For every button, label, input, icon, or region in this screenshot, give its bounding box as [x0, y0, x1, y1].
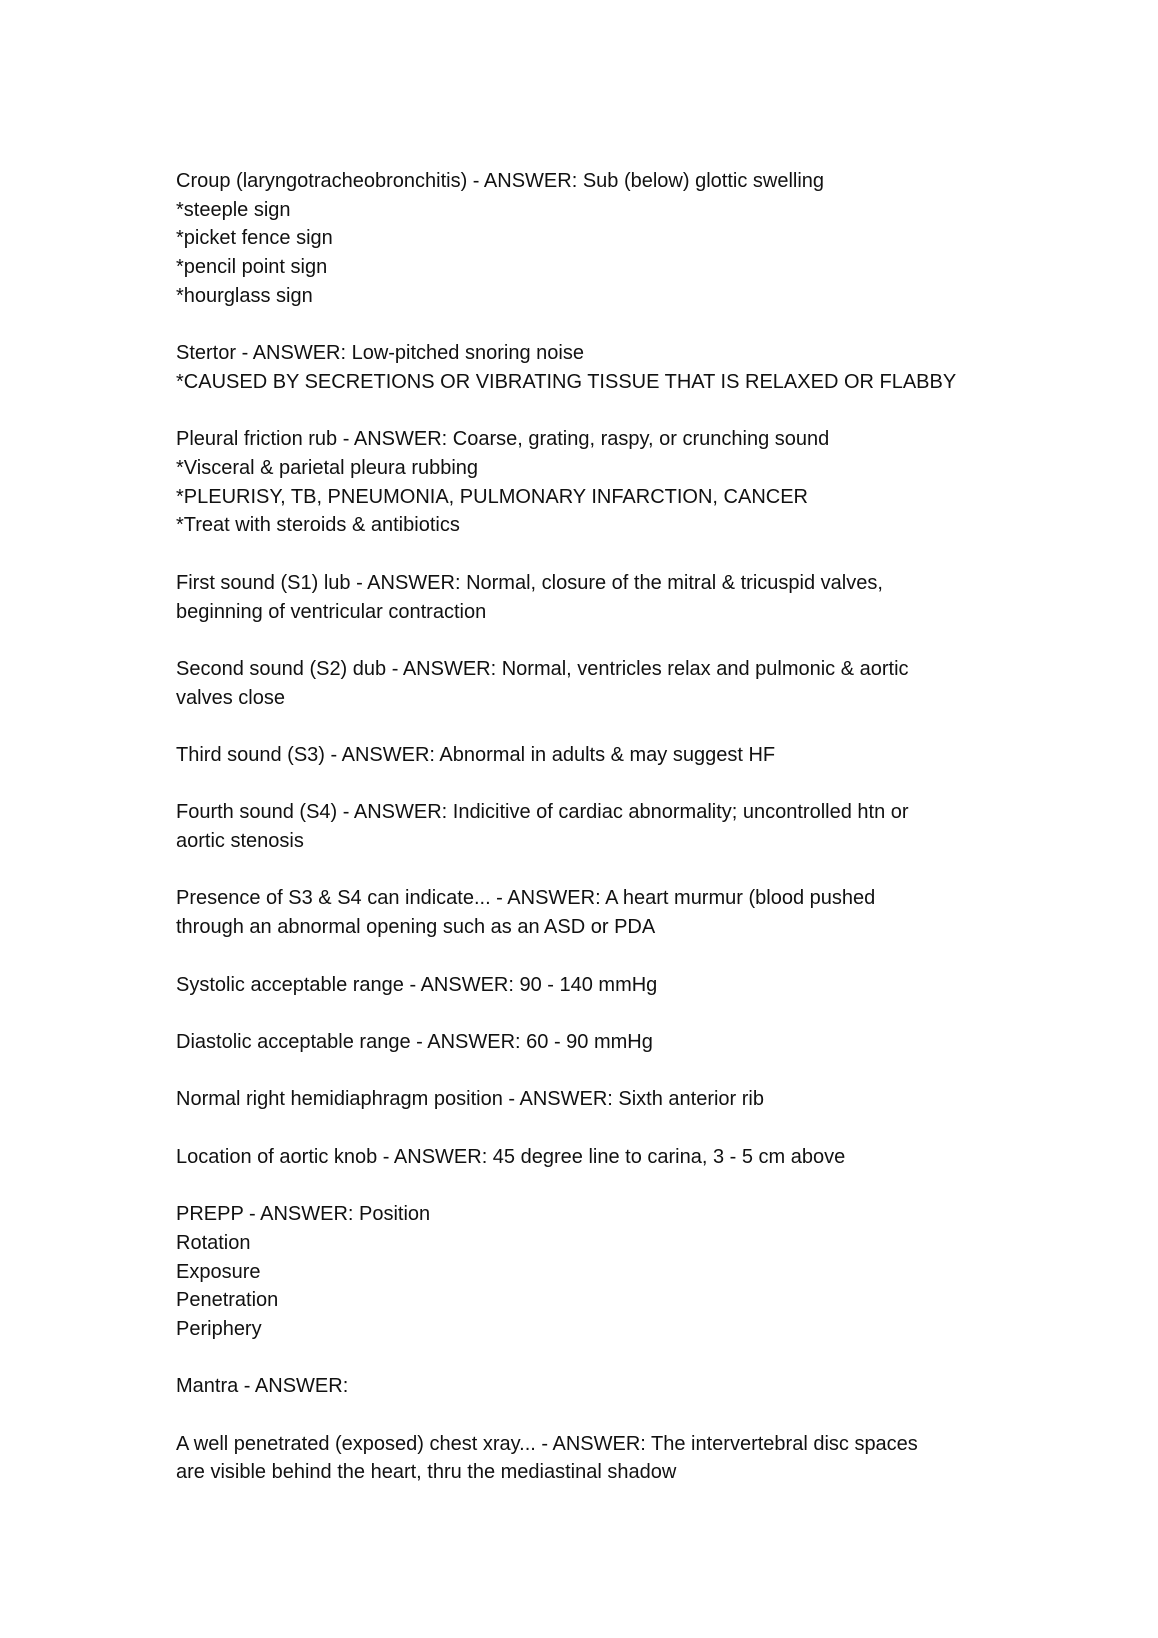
text-line: Stertor - ANSWER: Low-pitched snoring noise [176, 342, 584, 365]
document-body [176, 167, 986, 1516]
entry-systolic-range [176, 971, 986, 1000]
entry-prepp [176, 1200, 986, 1344]
text-line: *steeple sign [176, 198, 291, 221]
entry-well-penetrated-xray [176, 1430, 986, 1487]
text-line: aortic stenosis [176, 830, 304, 853]
text-line: *Treat with steroids & antibiotics [176, 514, 460, 537]
text-line: Normal right hemidiaphragm position - ANSWER: Sixth anterior rib [176, 1088, 764, 1111]
text-line: *PLEURISY, TB, PNEUMONIA, PULMONARY INFARCTION, CANCER [176, 485, 808, 508]
entry-second-sound [176, 655, 986, 712]
entry-third-sound [176, 741, 986, 770]
text-line: Systolic acceptable range - ANSWER: 90 - 140 mmHg [176, 973, 658, 996]
text-line: *Visceral & parietal pleura rubbing [176, 457, 479, 479]
text-line: First sound (S1) lub - ANSWER: Normal, closure of the mitral & tricuspid valves, [176, 571, 883, 594]
entry-first-sound [176, 569, 986, 626]
text-line: Diastolic acceptable range - ANSWER: 60 - 90 mmHg [176, 1030, 653, 1053]
entry-mantra [176, 1372, 986, 1401]
entry-pleural-friction-rub [176, 425, 986, 540]
text-line: Fourth sound (S4) - ANSWER: Indicitive of cardiac abnormality; uncontrolled htn or [176, 801, 909, 824]
entry-s3-s4-presence [176, 884, 986, 941]
text-line: Mantra - ANSWER: [176, 1375, 349, 1398]
text-line: Third sound (S3) - ANSWER: Abnormal in adults & may suggest HF [176, 743, 776, 766]
text-line: Periphery [176, 1317, 262, 1340]
text-line: are visible behind the heart, thru the mediastinal shadow [176, 1461, 677, 1484]
entry-fourth-sound [176, 798, 986, 855]
entry-aortic-knob [176, 1143, 986, 1172]
text-line: PREPP - ANSWER: Position [176, 1203, 431, 1226]
text-line: through an abnormal opening such as an ASD or PDA [176, 916, 656, 939]
entry-stertor [176, 339, 986, 396]
text-line: beginning of ventricular contraction [176, 600, 487, 623]
text-line: *CAUSED BY SECRETIONS OR VIBRATING TISSUE THAT IS RELAXED OR FLABBY [176, 370, 957, 393]
entry-croup [176, 167, 986, 311]
entry-diastolic-range [176, 1028, 986, 1057]
text-line: A well penetrated (exposed) chest xray... - ANSWER: The intervertebral disc spaces [176, 1432, 918, 1455]
text-line: *hourglass sign [176, 284, 313, 307]
text-line: valves close [176, 686, 285, 709]
text-line: Exposure [176, 1260, 261, 1283]
text-line: Second sound (S2) dub - ANSWER: Normal, ventricles relax and pulmonic & aortic [176, 657, 909, 680]
text-line: *picket fence sign [176, 227, 333, 250]
text-line: Rotation [176, 1231, 251, 1254]
text-line: Presence of S3 & S4 can indicate... - ANSWER: A heart murmur (blood pushed [176, 887, 876, 910]
text-line: Pleural friction rub - ANSWER: Coarse, grating, raspy, or crunching sound [176, 428, 830, 451]
text-line: Location of aortic knob - ANSWER: 45 degree line to carina, 3 - 5 cm above [176, 1145, 846, 1168]
text-line: Croup (laryngotracheobronchitis) - ANSWER: Sub (below) glottic swelling [176, 170, 825, 192]
text-line: Penetration [176, 1289, 279, 1312]
entry-hemidiaphragm-position [176, 1085, 986, 1114]
text-line: *pencil point sign [176, 256, 328, 279]
